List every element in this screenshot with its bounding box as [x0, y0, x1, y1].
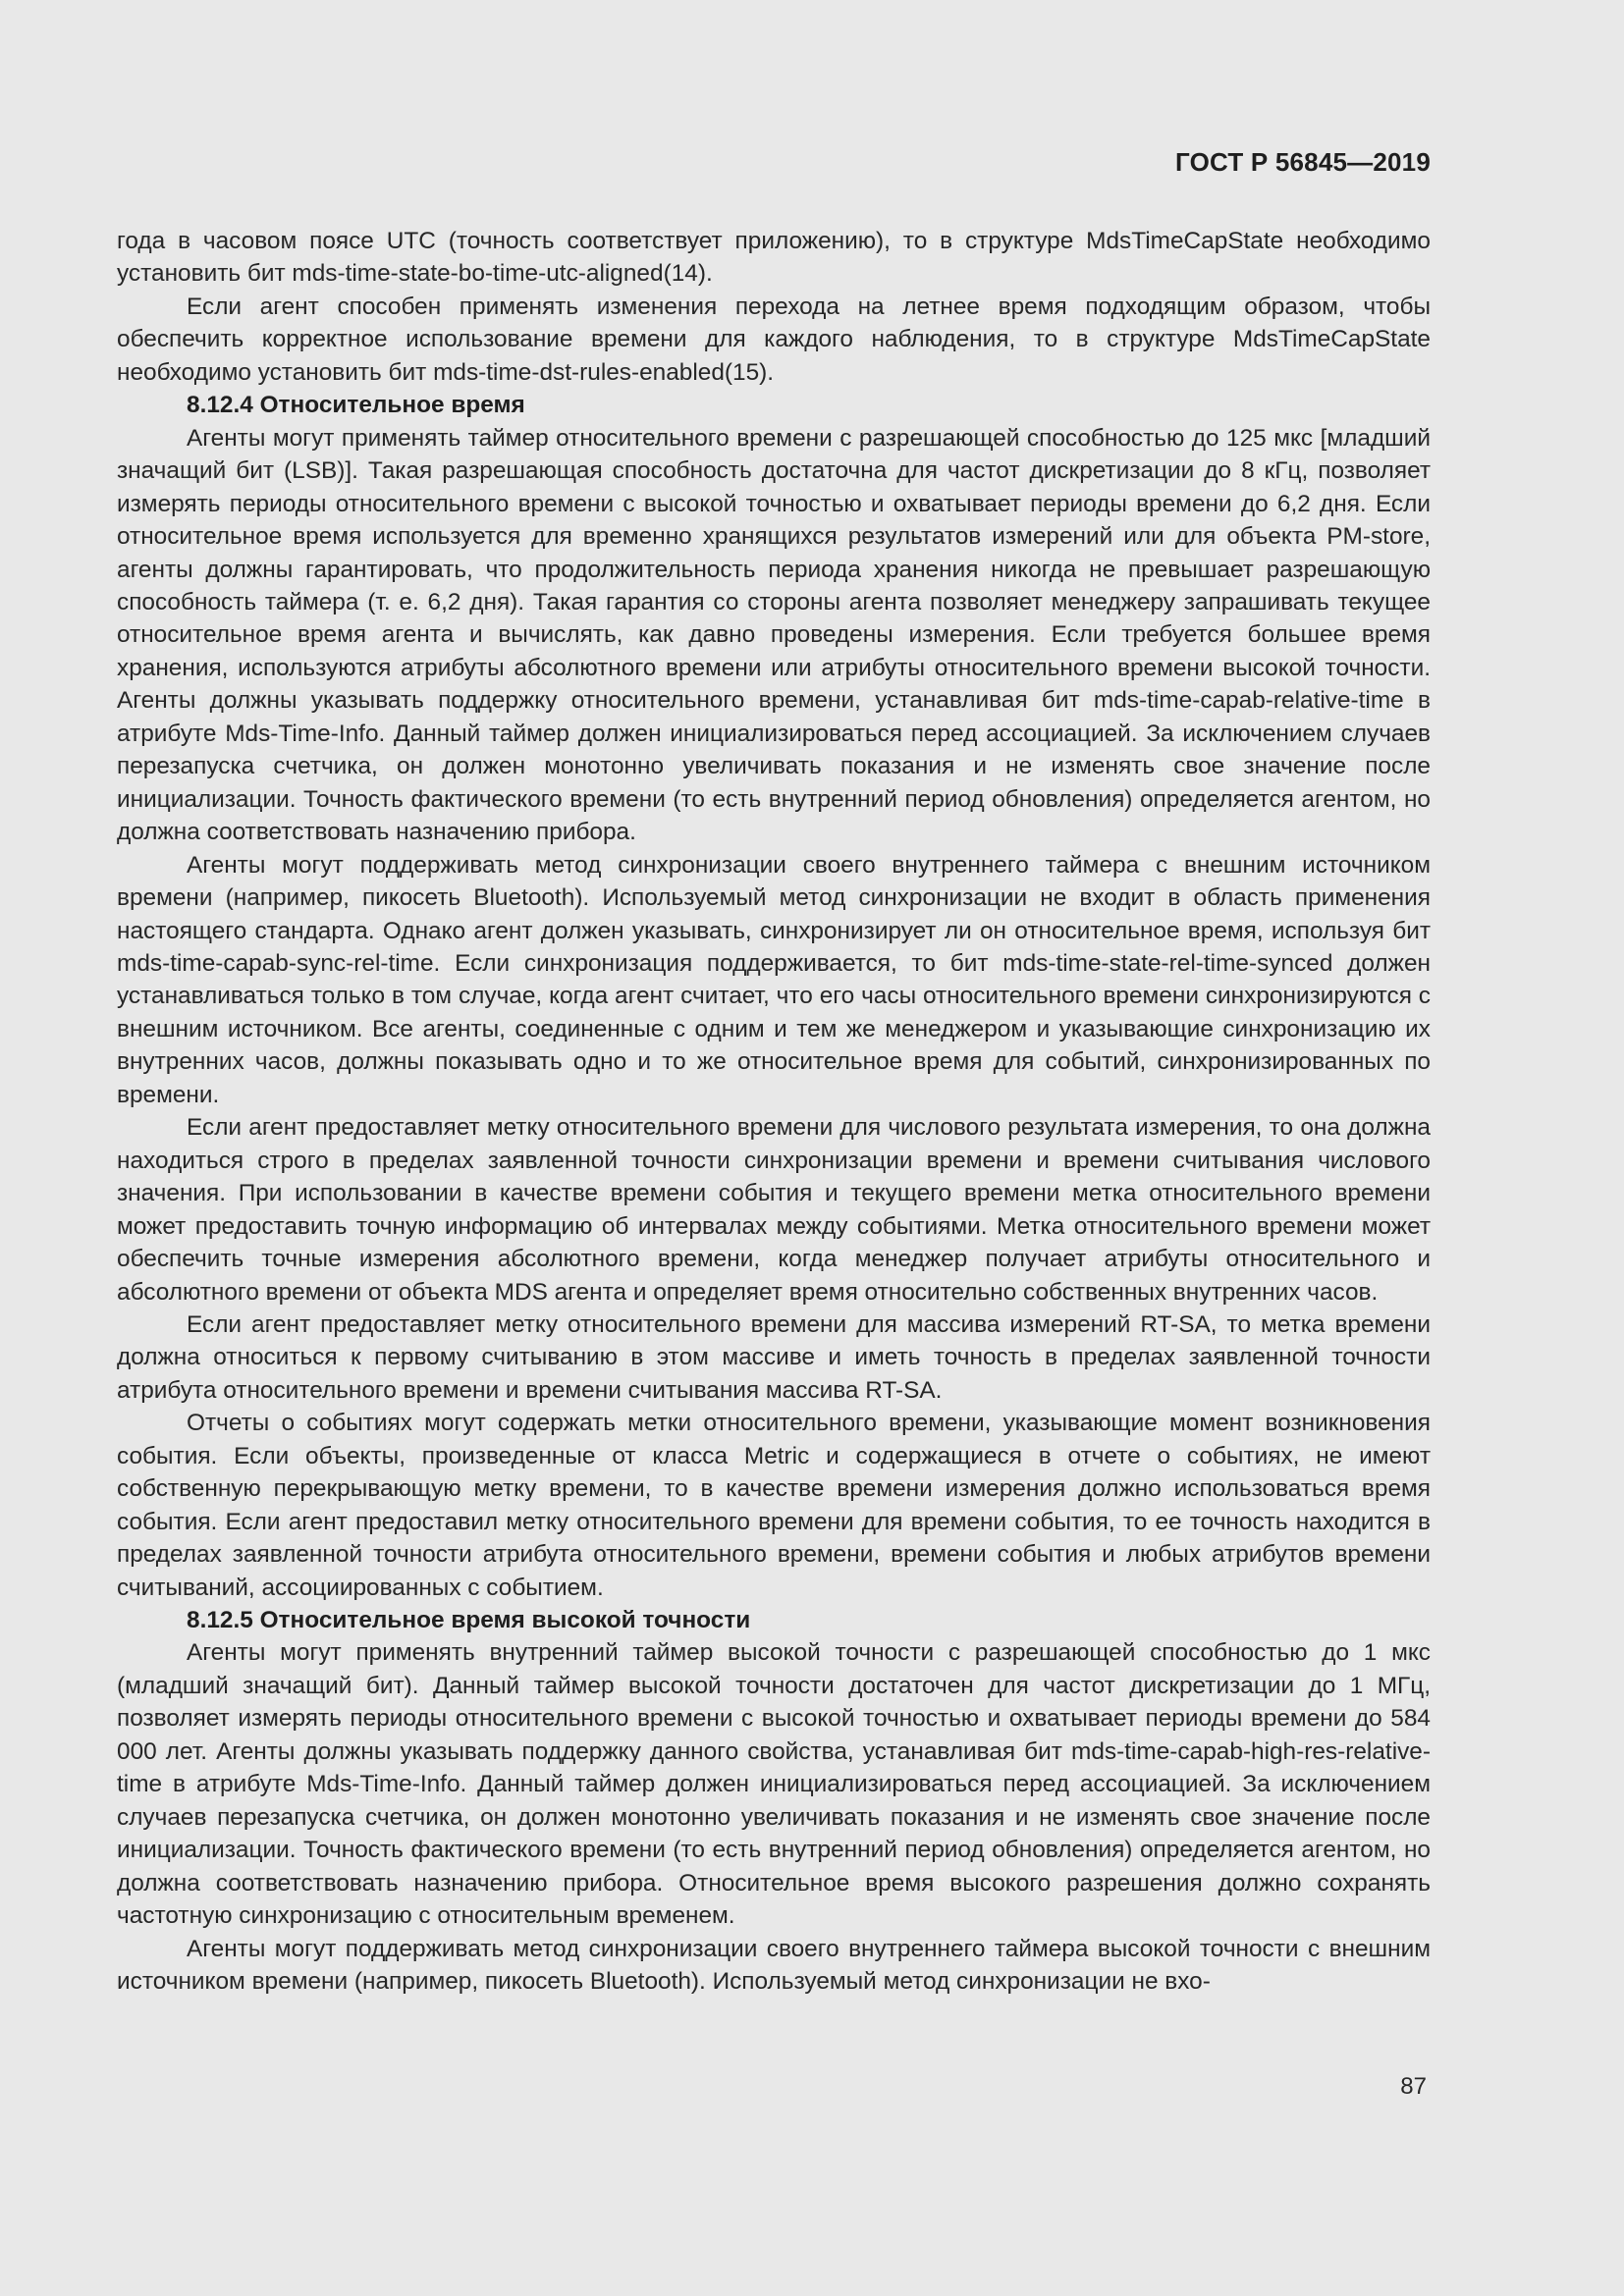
- section-heading: 8.12.4 Относительное время: [187, 392, 525, 419]
- paragraph: Если агент предоставляет метку относительного времени для массива измерений RT-SA, то метка времени должна относиться к первому считыванию в этом массиве и иметь точность в пределах заявленной точности атрибута относительного времени и времени считывания массива RT-SA.: [117, 1310, 1431, 1404]
- paragraph: Агенты могут поддерживать метод синхронизации своего внутреннего таймера с внешним источником времени (например, пикосеть Bluetooth). Используемый метод синхронизации не входит в область применения настоящего стандарта. Однако агент должен указывать, синхронизирует ли он относительное время, используя бит mds-time-capab-sync-rel-time. Если синхронизация поддерживается, то бит mds-time-state-rel-time-synced должен устанавливаться только в том случае, когда агент считает, что его часы относительного времени синхронизируются с внешним источником. Все агенты, соединенные с одним и тем же менеджером и указывающие синхронизацию их внутренних часов, должны показывать одно и то же относительное время для событий, синхронизированных по времени.: [117, 851, 1431, 1108]
- document-header: ГОСТ Р 56845—2019: [1175, 147, 1431, 177]
- document-body: [117, 225, 1431, 1998]
- paragraph: Если агент предоставляет метку относительного времени для числового результата измерения, то она должна находиться строго в пределах заявленной точности синхронизации времени и времени считывания числового значения. При использовании в качестве времени события и текущего времени метка относительного времени может предоставить точную информацию об интервалах между событиями. Метка относительного времени может обеспечить точные измерения абсолютного времени, когда менеджер получает атрибуты относительного и абсолютного времени от объекта MDS агента и определяет время относительно собственных внутренних часов.: [117, 1114, 1431, 1306]
- paragraph: Агенты могут применять внутренний таймер высокой точности с разрешающей способностью до 1 мкс (младший значащий бит). Данный таймер высокой точности достаточен для частот дискретизации до 1 МГц, позволяет измерять периоды относительного времени с высокой точностью и охватывает периоды времени до 584 000 лет. Агенты должны указывать поддержку данного свойства, устанавливая бит mds-time-capab-high-res-relative-time в атрибуте Mds-Time-Info. Данный таймер должен инициализироваться перед ассоциацией. За исключением случаев перезапуска счетчика, он должен монотонно увеличивать показания и не изменять свое значение после инициализации. Точность фактического времени (то есть внутренний период обновления) определяется агентом, но должна соответствовать назначению прибора. Относительное время высокого разрешения должно сохранять частотную синхронизацию с относительным временем.: [117, 1639, 1431, 1930]
- section-heading: 8.12.5 Относительное время высокой точности: [187, 1607, 751, 1634]
- paragraph: года в часовом поясе UTC (точность соответствует приложению), то в структуре MdsTimeCapState необходимо установить бит mds-time-state-bo-time-utc-aligned(14).: [117, 228, 1431, 288]
- paragraph: Если агент способен применять изменения перехода на летнее время подходящим образом, чтобы обеспечить корректное использование времени для каждого наблюдения, то в структуре MdsTimeCapState необходимо установить бит mds-time-dst-rules-enabled(15).: [117, 293, 1431, 386]
- paragraph: Агенты могут поддерживать метод синхронизации своего внутреннего таймера высокой точности с внешним источником времени (например, пикосеть Bluetooth). Используемый метод синхронизации не вхо-: [117, 1935, 1431, 1996]
- page-number: 87: [1400, 2073, 1427, 2100]
- paragraph: Отчеты о событиях могут содержать метки относительного времени, указывающие момент возникновения события. Если объекты, произведенные от класса Metric и содержащиеся в отчете о событиях, не имеют собственную перекрывающую метку времени, то в качестве времени измерения должно использоваться время события. Если агент предоставил метку относительного времени для времени события, то ее точность находится в пределах заявленной точности атрибута относительного времени, времени события и любых атрибутов времени считываний, ассоциированных с событием.: [117, 1410, 1431, 1601]
- paragraph: Агенты могут применять таймер относительного времени с разрешающей способностью до 125 мкс [младший значащий бит (LSB)]. Такая разрешающая способность достаточна для частот дискретизации до 8 кГц, позволяет измерять периоды относительного времени с высокой точностью и охватывает периоды времени до 6,2 дня. Если относительное время используется для временно хранящихся результатов измерений или для объекта PM-store, агенты должны гарантировать, что продолжительность периода хранения никогда не превышает разрешающую способность таймера (т. е. 6,2 дня). Такая гарантия со стороны агента позволяет менеджеру запрашивать текущее относительное время агента и вычислять, как давно проведены измерения. Если требуется большее время хранения, используются атрибуты абсолютного времени или атрибуты относительного времени высокой точности. Агенты должны указывать поддержку относительного времени, устанавливая бит mds-time-capab-relative-time в атрибуте Mds-Time-Info. Данный таймер должен инициализироваться перед ассоциацией. За исключением случаев перезапуска счетчика, он должен монотонно увеличивать показания и не изменять свое значение после инициализации. Точность фактического времени (то есть внутренний период обновления) определяется агентом, но должна соответствовать назначению прибора.: [117, 424, 1431, 846]
